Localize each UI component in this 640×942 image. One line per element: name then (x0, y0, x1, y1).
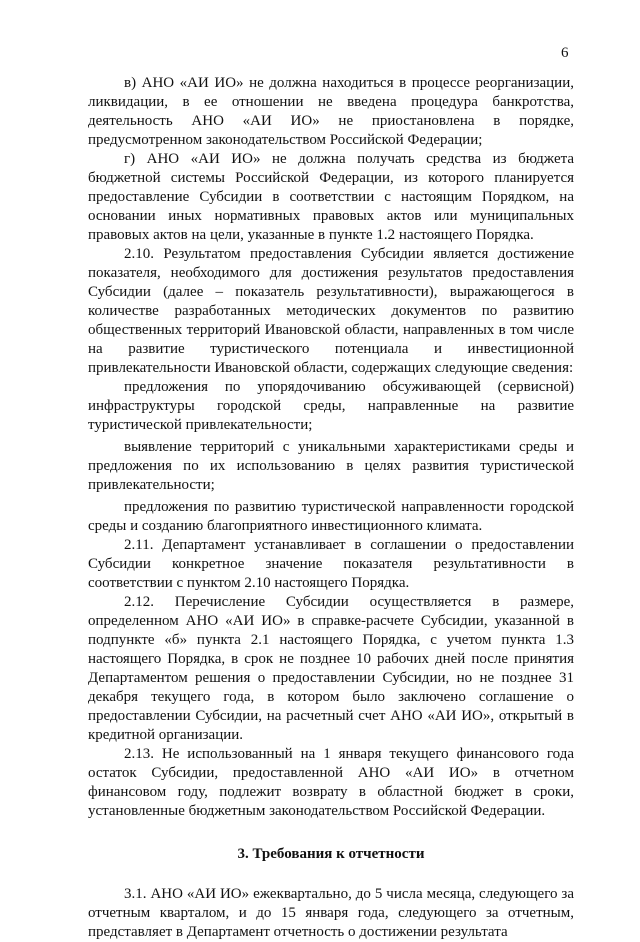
list-item-territories: выявление территорий с уникальными характеристиками среды и предложения по их использованию в целях развития туристической привлекательности; (88, 439, 574, 493)
paragraph-g: г) АНО «АИ ИО» не должна получать средства из бюджета бюджетной системы Российской Федерации, из которого планируется предоставление Субсидии в соответствии с настоящим Порядком, на основании иных нормативных правовых актов или муниципальных правовых актов на цели, указанные в пункте 1.2 настоящего Порядка. (88, 151, 574, 243)
paragraph-2-11: 2.11. Департамент устанавливает в соглашении о предоставлении Субсидии конкретное значение показателя результативности в соответствии с пунктом 2.10 настоящего Порядка. (88, 537, 574, 591)
section-heading: 3. Требования к отчетности (237, 846, 425, 862)
paragraph-3-1: 3.1. АНО «АИ ИО» ежеквартально, до 5 числа месяца, следующего за отчетным кварталом, и до 15 января года, следующего за отчетным, представляет в Департамент отчетность о достижении результата (88, 886, 574, 940)
document-body (88, 74, 574, 942)
paragraph-2-13: 2.13. Не использованный на 1 января текущего финансового года остаток Субсидии, предоставленной АНО «АИ ИО» в отчетном финансовом году, подлежит возврату в областной бюджет в сроки, установленные бюджетным законодательством Российской Федерации. (88, 746, 574, 819)
paragraph-v: в) АНО «АИ ИО» не должна находиться в процессе реорганизации, ликвидации, в ее отношении не введена процедура банкротства, деятельность АНО «АИ ИО» не приостановлена в порядке, предусмотренном законодательством Российской Федерации; (88, 75, 574, 148)
list-item-infrastructure: предложения по упорядочиванию обсуживающей (сервисной) инфраструктуры городской среды, направленные на развитие туристической привлекательности; (88, 379, 574, 433)
list-item-tourism: предложения по развитию туристической направленности городской среды и созданию благоприятного инвестиционного климата. (88, 499, 574, 534)
page-number: 6 (561, 45, 569, 61)
paragraph-2-12: 2.12. Перечисление Субсидии осуществляется в размере, определенном АНО «АИ ИО» в справке-расчете Субсидии, указанной в подпункте «б» пункта 2.1 настоящего Порядка, с учетом пункта 1.3 настоящего Порядка, в срок не позднее 10 рабочих дней после принятия Департаментом решения о предоставлении Субсидии, но не позднее 31 декабря текущего года, в котором было заключено соглашение о предоставлении Субсидии, на расчетный счет АНО «АИ ИО», открытый в кредитной организации. (88, 594, 574, 743)
paragraph-2-10: 2.10. Результатом предоставления Субсидии является достижение показателя, необходимого для достижения результатов предоставления Субсидии (далее – показатель результативности), выражающегося в количестве разработанных методических документов по развитию общественных территорий Ивановской области, направленных в том числе на развитие туристического потенциала и инвестиционной привлекательности Ивановской области, содержащих следующие сведения: (88, 246, 574, 376)
